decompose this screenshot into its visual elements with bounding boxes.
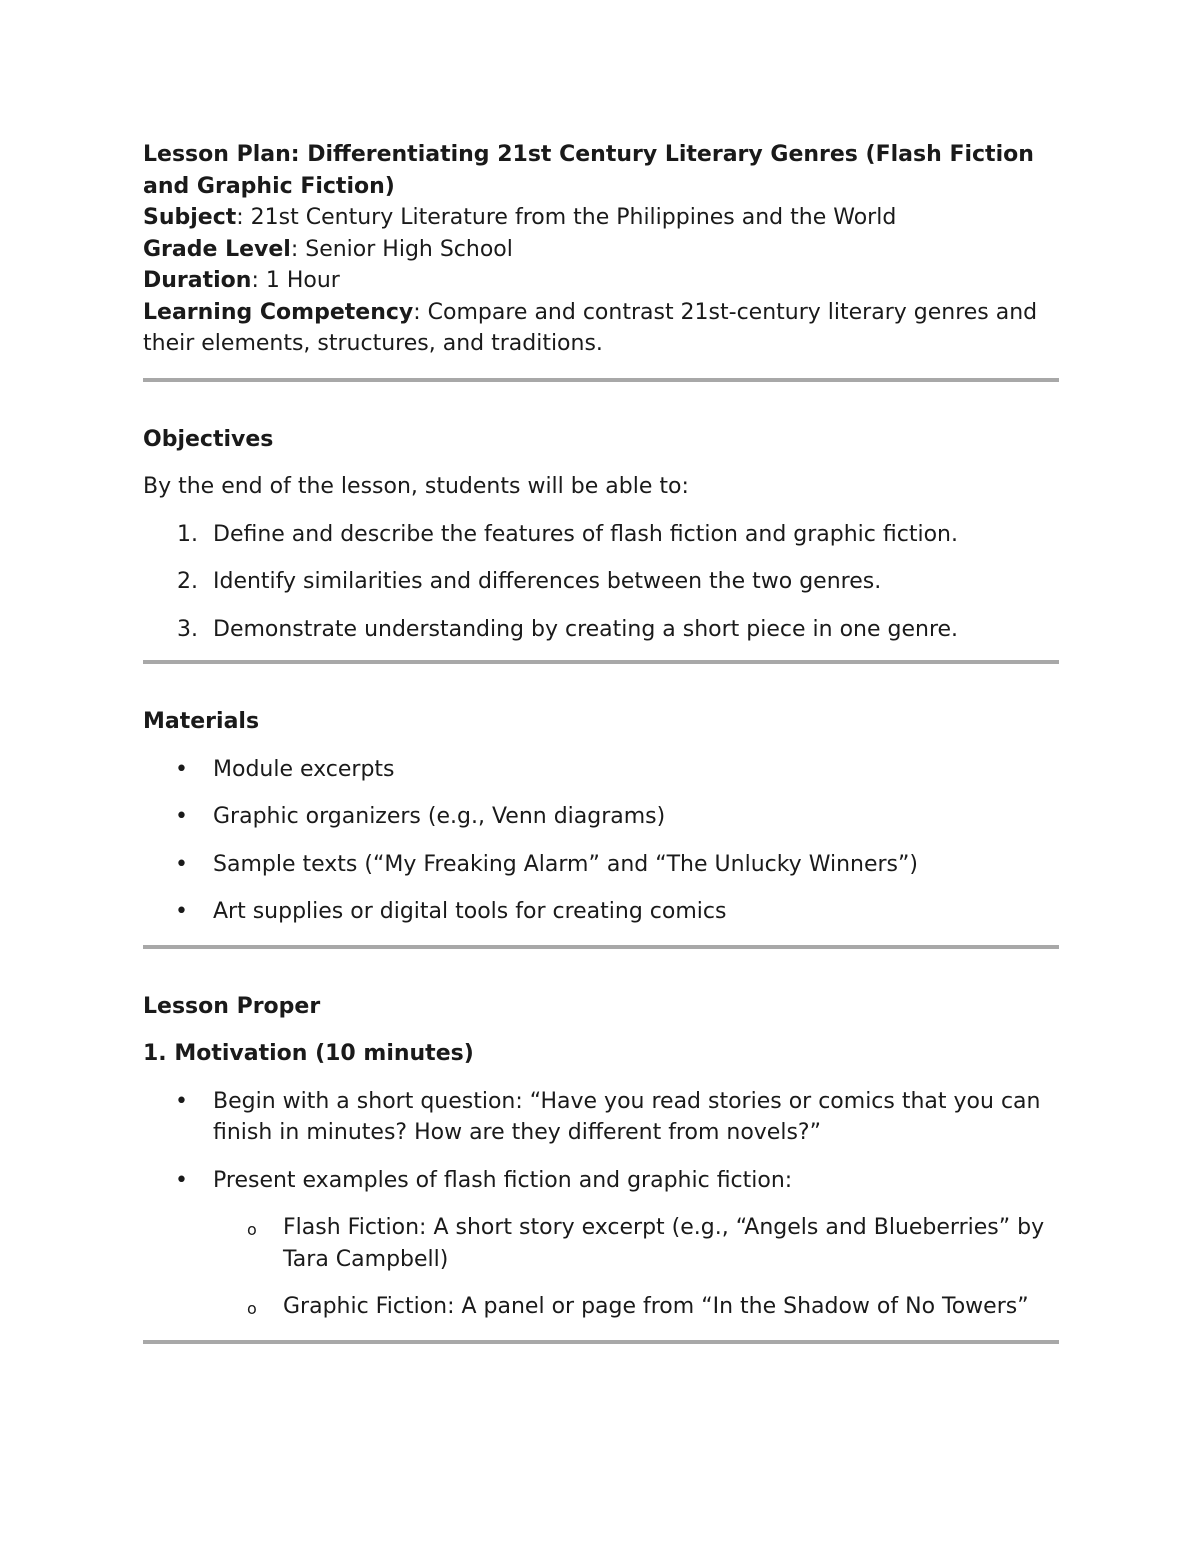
list-item-text: Graphic organizers (e.g., Venn diagrams) xyxy=(213,804,666,829)
meta-learning-competency xyxy=(143,297,1059,360)
meta-grade-level-value: : Senior High School xyxy=(290,236,513,262)
sub-list-item-text: Graphic Fiction: A panel or page from “In the Shadow of No Towers” xyxy=(283,1294,1029,1319)
sub-list-item xyxy=(143,1212,1059,1275)
lesson-header xyxy=(143,139,1059,360)
meta-duration-value: : 1 Hour xyxy=(251,268,340,293)
motivation-heading: 1. Motivation (10 minutes) xyxy=(143,1041,474,1066)
sub-list-item xyxy=(143,1291,1059,1323)
meta-duration-label: Duration xyxy=(143,268,252,293)
bullet-icon: • xyxy=(175,1167,188,1193)
list-item-text: Define and describe the features of flash fiction and graphic fiction. xyxy=(213,521,958,547)
objectives-intro: By the end of the lesson, students will be able to: xyxy=(143,474,689,499)
objectives-section xyxy=(143,424,1059,646)
list-number: 3. xyxy=(177,616,198,642)
list-item-text: Begin with a short question: “Have you read stories or comics that you can finish in minutes? How are they different from novels?” xyxy=(213,1088,1041,1145)
divider xyxy=(143,660,1059,664)
meta-grade-level xyxy=(143,234,1059,266)
bullet-icon: • xyxy=(175,1088,188,1114)
bullet-icon: • xyxy=(175,899,188,924)
list-item-text: Module excerpts xyxy=(213,756,395,782)
meta-grade-level-label: Grade Level xyxy=(143,236,291,262)
bullet-icon: • xyxy=(175,851,188,877)
bullet-icon: • xyxy=(175,756,188,782)
document-page xyxy=(143,139,1059,1344)
divider xyxy=(143,378,1059,382)
list-number: 2. xyxy=(177,569,198,594)
objectives-heading: Objectives xyxy=(143,426,274,452)
list-item xyxy=(143,1165,1059,1197)
lesson-proper-section xyxy=(143,991,1059,1323)
list-number: 1. xyxy=(177,521,198,547)
list-item xyxy=(143,614,1059,646)
page-title: Lesson Plan: Differentiating 21st Century Literary Genres (Flash Fiction and Graphic Fiction) xyxy=(143,142,1034,199)
materials-list xyxy=(143,754,1059,928)
list-item xyxy=(143,519,1059,551)
list-item xyxy=(143,896,1059,928)
motivation-list xyxy=(143,1086,1059,1323)
objectives-list xyxy=(143,519,1059,646)
meta-subject-value: : 21st Century Literature from the Philippines and the World xyxy=(236,205,897,230)
meta-learning-competency-value: : Compare and contrast 21st-century literary genres and their elements, structures, and traditions. xyxy=(143,299,1038,356)
list-item-text: Present examples of flash fiction and graphic fiction: xyxy=(213,1167,793,1193)
list-item-text: Demonstrate understanding by creating a short piece in one genre. xyxy=(213,616,959,642)
bullet-icon: • xyxy=(175,804,188,829)
meta-subject xyxy=(143,202,1059,234)
sub-bullet-icon: o xyxy=(247,1299,257,1318)
materials-section xyxy=(143,706,1059,928)
list-item xyxy=(143,566,1059,598)
list-item-text: Identify similarities and differences between the two genres. xyxy=(213,569,882,594)
materials-heading: Materials xyxy=(143,709,260,734)
list-item xyxy=(143,754,1059,786)
sub-bullet-icon: o xyxy=(247,1220,257,1239)
list-item xyxy=(143,849,1059,881)
divider xyxy=(143,1340,1059,1344)
meta-subject-label: Subject xyxy=(143,205,237,230)
meta-duration xyxy=(143,265,1059,297)
list-item-text: Art supplies or digital tools for creating comics xyxy=(213,899,727,924)
lesson-proper-heading: Lesson Proper xyxy=(143,993,321,1019)
divider xyxy=(143,945,1059,949)
sub-list-item-text: Flash Fiction: A short story excerpt (e.g., “Angels and Blueberries” by Tara Campbell) xyxy=(283,1215,1045,1272)
list-item xyxy=(143,1086,1059,1149)
meta-learning-competency-label: Learning Competency xyxy=(143,299,414,325)
list-item xyxy=(143,801,1059,833)
list-item-text: Sample texts (“My Freaking Alarm” and “The Unlucky Winners”) xyxy=(213,851,918,877)
